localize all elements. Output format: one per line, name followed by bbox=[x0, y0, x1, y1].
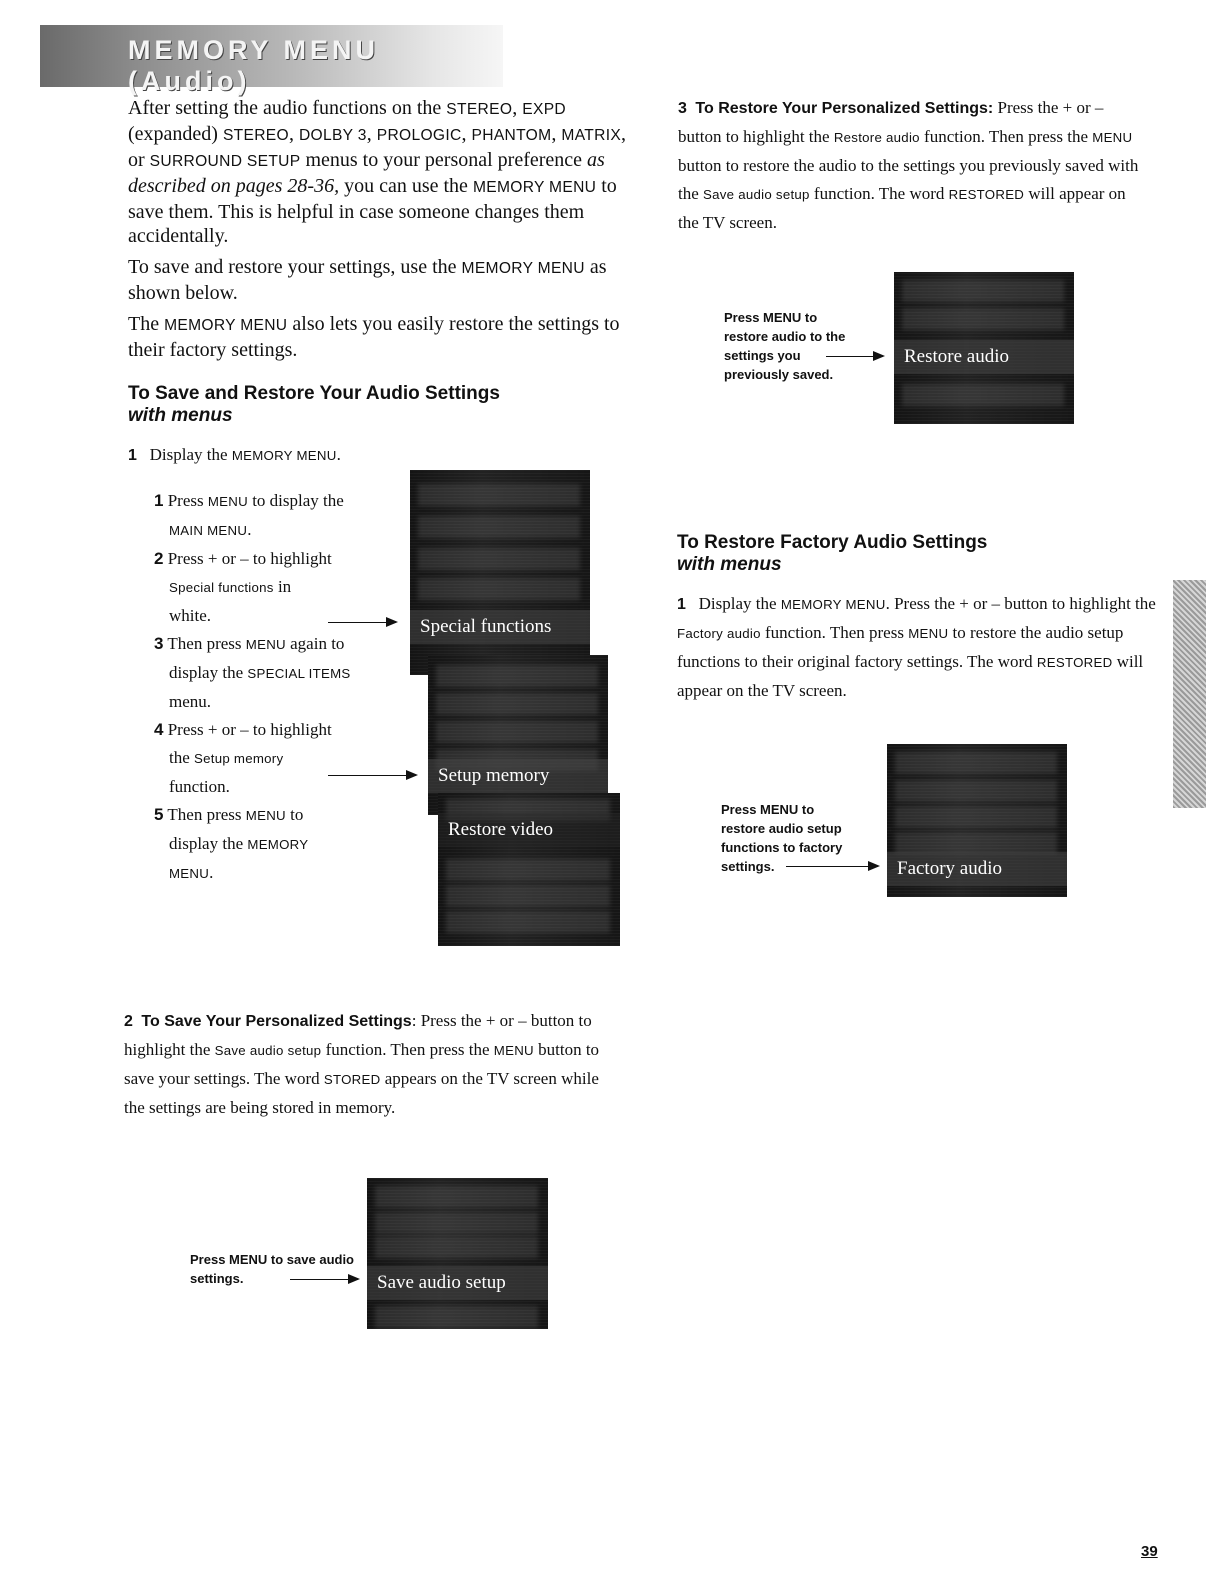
page-title: MEMORY MENU (Audio) bbox=[128, 35, 380, 96]
step-2: 2 To Save Your Personalized Settings: Press the + or – button to highlight the Save audio setup function. Then press the MENU button to save your settings. The word STORED appears on the TV screen while the settings are being stored in memory. bbox=[124, 1011, 600, 1117]
section-heading-factory: To Restore Factory Audio Settings with menus bbox=[677, 532, 988, 575]
highlight-special-functions: Special functions bbox=[410, 610, 590, 644]
highlight-restore-audio: Restore audio bbox=[894, 340, 1074, 374]
callout-restore-audio: Press MENU to restore audio to the settings you previously saved. bbox=[724, 310, 846, 382]
tv-screen-main-menu bbox=[410, 470, 590, 675]
sub-step-4: 4 Press + or – to highlight the Setup memory function. bbox=[154, 720, 332, 796]
tv-screen-factory-audio bbox=[887, 744, 1067, 897]
sub-step-3: 3 Then press MENU again to display the SPECIAL ITEMS menu. bbox=[154, 634, 351, 711]
factory-step-1: 1 Display the MEMORY MENU. Press the + or – button to highlight the Factory audio function. Then press MENU to restore the audio setup functions to their original factory settings. The word RESTORED will appear on the TV screen. bbox=[677, 594, 1156, 700]
callout-factory-audio: Press MENU to restore audio setup functions to factory settings. bbox=[721, 802, 843, 874]
intro-paragraph-1: After setting the audio functions on the STEREO, EXPD (expanded) STEREO, DOLBY 3, PROLOGIC, PHANTOM, MATRIX, or SURROUND SETUP menus to your personal preference as described on pages 28-36, you can use the MEMORY MENU to save them. This is helpful in case someone changes them accidentally. bbox=[128, 97, 627, 247]
intro-paragraph-3: The MEMORY MENU also lets you easily restore the settings to their factory settings. bbox=[128, 313, 620, 361]
step-1: 1 Display the MEMORY MENU. bbox=[128, 445, 341, 464]
sub-steps bbox=[154, 487, 394, 888]
sub-step-2: 2 Press + or – to highlight Special functions in white. bbox=[154, 549, 332, 625]
intro-paragraph-2: To save and restore your settings, use the MEMORY MENU as shown below. bbox=[128, 256, 607, 304]
tv-screen-memory-menu bbox=[438, 793, 620, 946]
section-side-tab bbox=[1173, 580, 1206, 808]
sub-step-5: 5 Then press MENU to display the MEMORY MENU. bbox=[154, 805, 309, 882]
highlight-factory-audio: Factory audio bbox=[887, 852, 1067, 886]
step-3: 3 To Restore Your Personalized Settings: Press the + or – button to highlight the Restore audio function. Then press the MENU button to restore the audio to the settings you previously saved with the Save audio setup function. The word RESTORED will appear on the TV screen. bbox=[678, 98, 1139, 232]
highlight-restore-video: Restore video bbox=[438, 813, 620, 847]
tv-screen-restore-audio bbox=[894, 272, 1074, 424]
sub-step-1: 1 Press MENU to display the MAIN MENU. bbox=[154, 491, 344, 539]
tv-screen-save-audio bbox=[367, 1178, 548, 1329]
arrow-restore-audio bbox=[826, 356, 883, 357]
title-banner bbox=[40, 25, 503, 96]
arrow-save-audio bbox=[290, 1279, 358, 1280]
arrow-special-functions bbox=[328, 622, 396, 623]
section-heading-save-restore: To Save and Restore Your Audio Settings with menus bbox=[128, 383, 500, 426]
intro-text bbox=[128, 96, 633, 369]
page-number: 39 bbox=[1141, 1543, 1158, 1560]
arrow-factory-audio bbox=[786, 866, 878, 867]
callout-save-audio: Press MENU to save audio settings. bbox=[190, 1252, 355, 1286]
highlight-save-audio-setup: Save audio setup bbox=[367, 1266, 548, 1300]
arrow-setup-memory bbox=[328, 775, 416, 776]
highlight-setup-memory: Setup memory bbox=[428, 759, 608, 793]
tv-screen-special-items bbox=[428, 655, 608, 815]
